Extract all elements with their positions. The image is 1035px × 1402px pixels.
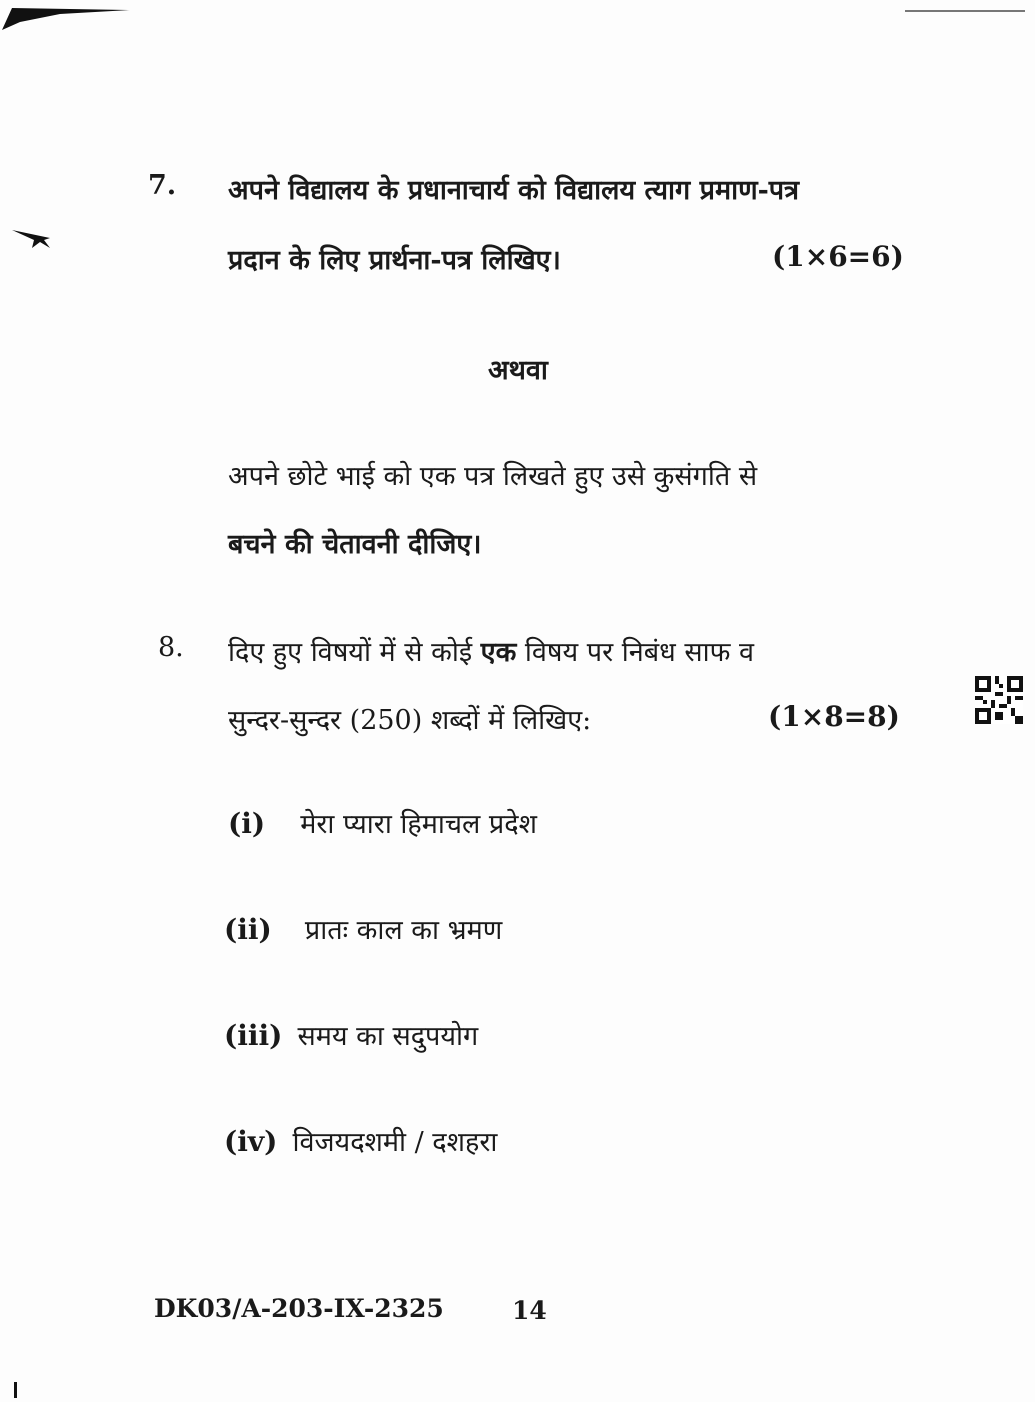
question-7-line-1: अपने विद्यालय के प्रधानाचार्य को विद्यालय त्याग प्रमाण-पत्र (228, 175, 800, 206)
scan-mark-top-left (0, 0, 140, 40)
option-label: (iv) (224, 1125, 278, 1158)
question-8-line-1-end: विषय पर निबंध साफ व (516, 637, 754, 668)
question-7-alt-line-1: अपने छोटे भाई को एक पत्र लिखते हुए उसे कुसंगति से (228, 461, 758, 492)
question-8-line-1-start: दिए हुए विषयों में से कोई (228, 637, 481, 668)
essay-option-3 (224, 1016, 478, 1053)
question-7-marks: (1×6=6) (772, 240, 904, 273)
question-8-emphasis: एक (480, 637, 517, 668)
scan-mark-bottom-left (14, 1382, 17, 1398)
or-heading: अथवा (488, 355, 548, 386)
qr-code (975, 676, 1023, 724)
page-number: 14 (512, 1296, 547, 1325)
option-text: विजयदशमी / दशहरा (292, 1127, 498, 1158)
option-text: प्रातः काल का भ्रमण (304, 915, 503, 946)
question-7-line-2: प्रदान के लिए प्रार्थना-पत्र लिखिए। (228, 245, 561, 276)
essay-option-4 (224, 1122, 497, 1159)
option-label: (ii) (224, 913, 272, 946)
scan-mark-left (10, 226, 55, 252)
paper-code: DK03/A-203-IX-2325 (154, 1294, 444, 1323)
question-8-number: 8. (158, 632, 184, 663)
option-text: मेरा प्यारा हिमाचल प्रदेश (300, 809, 537, 840)
question-8-line-2: सुन्दर-सुन्दर (250) शब्दों में लिखिए: (228, 705, 592, 736)
essay-option-1 (228, 804, 537, 841)
question-8-line-1 (228, 632, 754, 669)
option-label: (i) (228, 807, 266, 840)
option-text: समय का सदुपयोग (297, 1021, 479, 1052)
question-8-marks: (1×8=8) (768, 700, 900, 733)
essay-option-2 (224, 910, 502, 947)
option-label: (iii) (224, 1019, 283, 1052)
question-7-number: 7. (148, 170, 177, 201)
scan-line-top-right (905, 10, 1025, 12)
question-7-alt-line-2: बचने की चेतावनी दीजिए। (228, 529, 482, 560)
